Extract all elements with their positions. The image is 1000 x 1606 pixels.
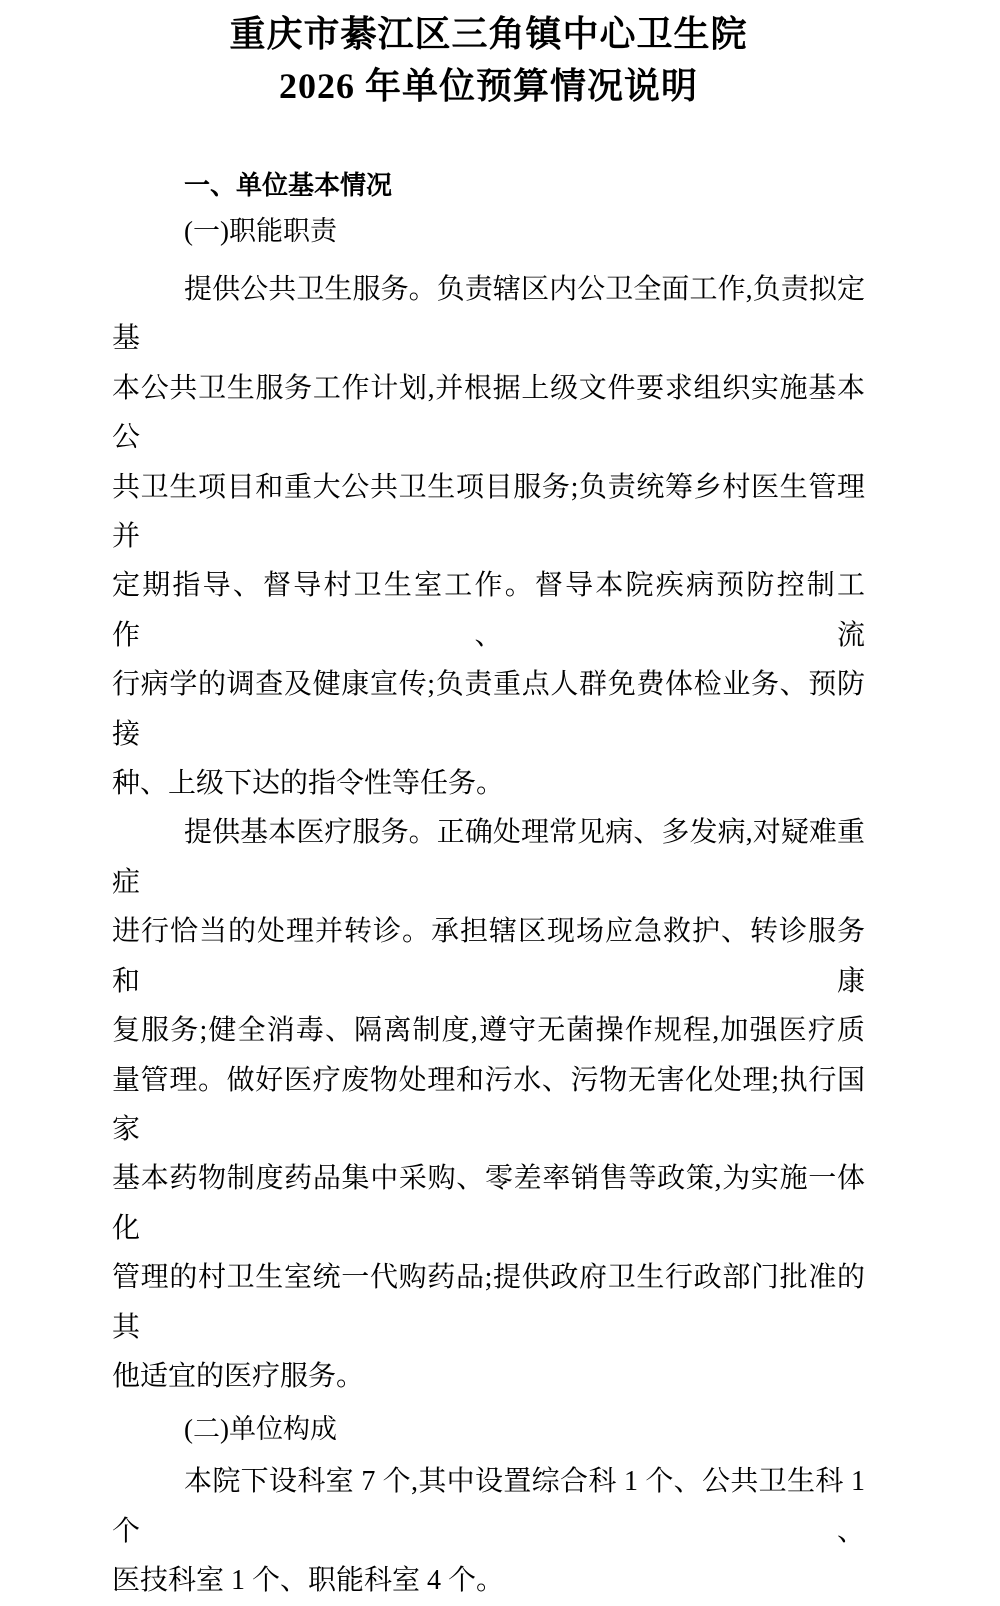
- paragraph-line: 定期指导、督导村卫生室工作。督导本院疾病预防控制工作、流: [112, 570, 865, 651]
- paragraph-line: 行病学的调查及健康宣传;负责重点人群免费体检业务、预防接: [112, 669, 865, 750]
- subsection-heading-duties: (一)职能职责: [184, 216, 337, 246]
- paragraph-basic-medical-services: [112, 808, 865, 1401]
- paragraph-public-health-services: [112, 265, 865, 808]
- paragraph-line: 基本药物制度药品集中采购、零差率销售等政策,为实施一体化: [112, 1163, 865, 1244]
- paragraph-line: 提供基本医疗服务。正确处理常见病、多发病,对疑难重症: [112, 817, 865, 898]
- paragraph-departments: [112, 1457, 865, 1605]
- paragraph-line: 进行恰当的处理并转诊。承担辖区现场应急救护、转诊服务和康: [112, 916, 865, 997]
- paragraph-line: 种、上级下达的指令性等任务。: [112, 768, 505, 800]
- document-title-line-2: 2026 年单位预算情况说明: [278, 66, 698, 106]
- section-heading-basic-info: 一、单位基本情况: [184, 170, 393, 200]
- paragraph-line: 量管理。做好医疗废物处理和污水、污物无害化处理;执行国家: [112, 1064, 865, 1145]
- paragraph-line: 提供公共卫生服务。负责辖区内公卫全面工作,负责拟定基: [112, 274, 865, 355]
- paragraph-line: 本公共卫生服务工作计划,并根据上级文件要求组织实施基本公: [112, 372, 865, 454]
- paragraph-line: 管理的村卫生室统一代购药品;提供政府卫生行政部门批准的其: [112, 1262, 865, 1343]
- paragraph-line: 他适宜的医疗服务。: [112, 1360, 365, 1392]
- document-title: [112, 8, 865, 112]
- paragraph-line: 本院下设科室 7 个,其中设置综合科 1 个、公共卫生科 1 个、: [112, 1466, 865, 1547]
- subsection-heading-composition: (二)单位构成: [184, 1414, 337, 1445]
- document-title-line-1: 重庆市綦江区三角镇中心卫生院: [229, 14, 748, 54]
- paragraph-line: 复服务;健全消毒、隔离制度,遵守无菌操作规程,加强医疗质: [112, 1015, 865, 1047]
- paragraph-line: 医技科室 1 个、职能科室 4 个。: [112, 1565, 505, 1597]
- paragraph-line: 共卫生项目和重大公共卫生项目服务;负责统筹乡村医生管理并: [112, 471, 865, 553]
